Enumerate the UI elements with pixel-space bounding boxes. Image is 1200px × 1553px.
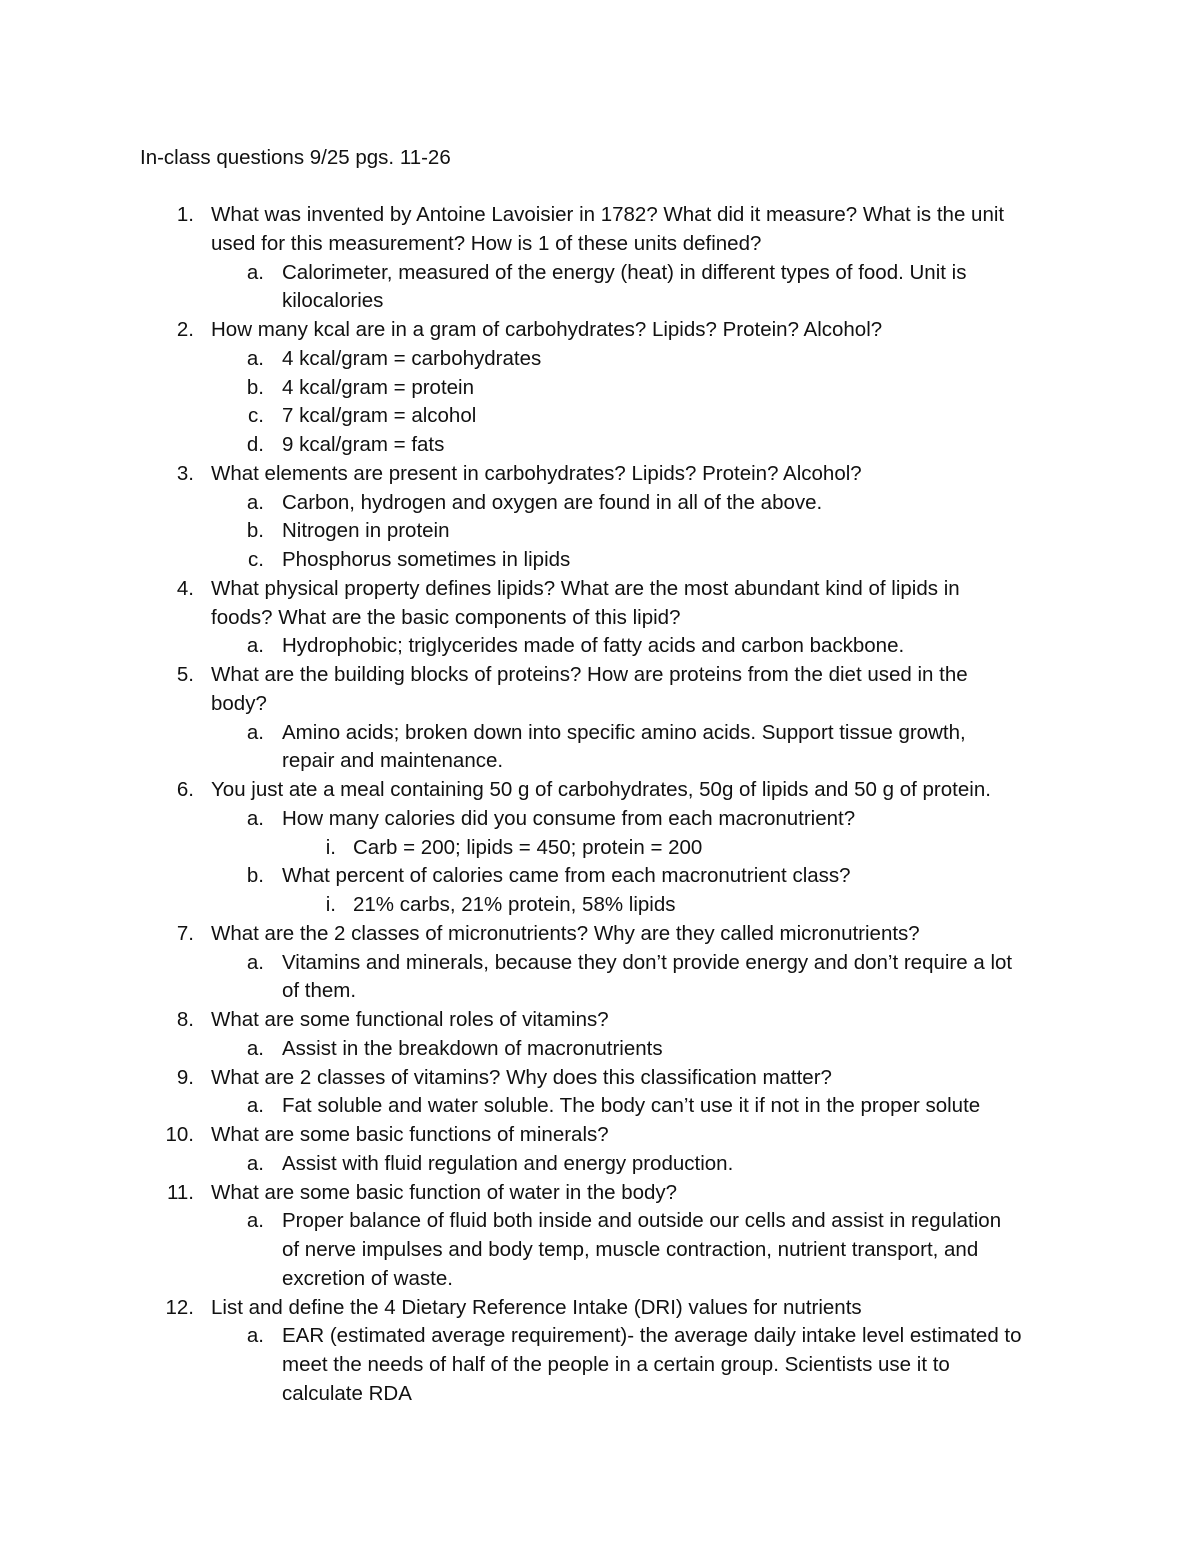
line-text: 4 kcal/gram = carbohydrates (282, 346, 542, 370)
answer-line (0, 259, 1200, 288)
answer-line (0, 1380, 1200, 1409)
list-marker: i. (325, 893, 336, 916)
list-marker: a. (246, 346, 264, 370)
question-line (0, 920, 1200, 949)
sub-answer-line (0, 834, 1200, 863)
list-marker: b. (246, 375, 264, 399)
answer-line (0, 805, 1200, 834)
question-line (0, 201, 1200, 230)
list-marker: a. (246, 1209, 264, 1233)
answer-line (0, 1351, 1200, 1380)
question-line (0, 1006, 1200, 1035)
line-text: Assist in the breakdown of macronutrients (282, 1036, 663, 1060)
question-line (0, 575, 1200, 604)
list-marker: c. (248, 548, 264, 571)
list-marker: a. (246, 720, 264, 744)
line-text: Hydrophobic; triglycerides made of fatty acids and carbon backbone. (282, 634, 905, 658)
answer-line (0, 546, 1200, 575)
list-marker: d. (246, 433, 264, 456)
line-text: What was invented by Antoine Lavoisier in 1782? What did it measure? What is the unit (211, 203, 1005, 226)
line-text: 9 kcal/gram = fats (282, 433, 445, 456)
answer-line (0, 1035, 1200, 1064)
line-text: EAR (estimated average requirement)- the average daily intake level estimated to (282, 1324, 1022, 1348)
line-text: Assist with fluid regulation and energy production. (282, 1151, 734, 1175)
question-line (0, 604, 1200, 633)
list-marker: a. (246, 1151, 264, 1175)
list-marker: b. (246, 519, 264, 543)
list-marker: i. (325, 835, 336, 859)
line-text: Phosphorus sometimes in lipids (282, 548, 571, 571)
answer-line (0, 431, 1200, 460)
answer-line (0, 747, 1200, 776)
list-marker: a. (246, 1094, 264, 1118)
answer-line (0, 402, 1200, 431)
answer-line (0, 374, 1200, 403)
list-marker: b. (246, 864, 264, 888)
list-marker: a. (246, 950, 264, 974)
line-text: What are some basic functions of minerals? (211, 1123, 609, 1146)
sub-answer-line (0, 891, 1200, 920)
line-text: 7 kcal/gram = alcohol (282, 404, 477, 428)
list-marker: 11. (167, 1180, 194, 1204)
line-text: foods? What are the basic components of this lipid? (211, 605, 681, 629)
page-title: In-class questions 9/25 pgs. 11-26 (140, 146, 451, 169)
line-text: 21% carbs, 21% protein, 58% lipids (353, 893, 676, 916)
question-line (0, 316, 1200, 345)
question-line (0, 690, 1200, 719)
line-text: Carbon, hydrogen and oxygen are found in all of the above. (282, 490, 823, 514)
question-line (0, 661, 1200, 690)
answer-line (0, 345, 1200, 374)
line-text: What are some basic function of water in the body? (211, 1180, 678, 1204)
list-marker: 10. (165, 1123, 194, 1146)
line-text: of them. (282, 979, 357, 1003)
line-text: Vitamins and minerals, because they don’t provide energy and don’t require a lot (282, 950, 1013, 974)
line-text: used for this measurement? How is 1 of these units defined? (211, 231, 762, 255)
list-marker: 7. (176, 921, 194, 945)
line-text: of nerve impulses and body temp, muscle contraction, nutrient transport, and (282, 1238, 979, 1261)
answer-line (0, 489, 1200, 518)
answer-line (0, 1236, 1200, 1265)
line-text: What are the 2 classes of micronutrients? Why are they called micronutrients? (211, 921, 920, 945)
line-text: How many calories did you consume from each macronutrient? (282, 806, 856, 830)
line-text: List and define the 4 Dietary Reference Intake (DRI) values for nutrients (211, 1295, 862, 1319)
answer-line (0, 719, 1200, 748)
list-marker: 2. (176, 318, 194, 341)
line-text: Proper balance of fluid both inside and outside our cells and assist in regulation (282, 1209, 1002, 1233)
line-text: Calorimeter, measured of the energy (heat) in different types of food. Unit is (282, 260, 967, 284)
list-marker: a. (246, 260, 264, 284)
list-marker: 3. (176, 461, 194, 485)
question-line (0, 1121, 1200, 1150)
list-marker: a. (246, 1036, 264, 1060)
line-text: Carb = 200; lipids = 450; protein = 200 (353, 835, 703, 859)
answer-line (0, 632, 1200, 661)
answer-line (0, 977, 1200, 1006)
answer-line (0, 1265, 1200, 1294)
line-text: excretion of waste. (282, 1266, 453, 1290)
line-text: meet the needs of half of the people in a certain group. Scientists use it to (282, 1353, 950, 1376)
answer-line (0, 1322, 1200, 1351)
line-text: repair and maintenance. (282, 749, 504, 773)
question-line (0, 1294, 1200, 1323)
list-marker: a. (246, 1324, 264, 1348)
list-marker: 6. (176, 778, 194, 801)
question-line (0, 460, 1200, 489)
list-marker: c. (248, 404, 264, 428)
list-marker: 5. (176, 663, 194, 686)
line-text: What are 2 classes of vitamins? Why does this classification matter? (211, 1065, 832, 1089)
question-list (0, 201, 1200, 1409)
list-marker: a. (246, 634, 264, 658)
line-text: You just ate a meal containing 50 g of carbohydrates, 50g of lipids and 50 g of protein. (211, 778, 991, 801)
line-text: How many kcal are in a gram of carbohydrates? Lipids? Protein? Alcohol? (211, 318, 883, 341)
answer-line (0, 1150, 1200, 1179)
line-text: What elements are present in carbohydrates? Lipids? Protein? Alcohol? (211, 461, 862, 485)
question-line (0, 1064, 1200, 1093)
line-text: Nitrogen in protein (282, 519, 450, 543)
list-marker: 9. (176, 1065, 194, 1089)
list-marker: 8. (176, 1008, 194, 1031)
list-marker: a. (246, 806, 264, 830)
question-line (0, 230, 1200, 259)
line-text: What physical property defines lipids? What are the most abundant kind of lipids in (211, 576, 960, 600)
line-text: calculate RDA (282, 1381, 412, 1405)
line-text: Amino acids; broken down into specific amino acids. Support tissue growth, (282, 720, 966, 744)
question-line (0, 1179, 1200, 1208)
list-marker: 1. (176, 203, 194, 226)
line-text: 4 kcal/gram = protein (282, 375, 474, 399)
line-text: body? (211, 691, 267, 715)
answer-line (0, 517, 1200, 546)
line-text: What are some functional roles of vitamins? (211, 1008, 609, 1031)
answer-line (0, 1092, 1200, 1121)
question-line (0, 776, 1200, 805)
list-marker: 4. (176, 576, 194, 600)
answer-line (0, 862, 1200, 891)
line-text: Fat soluble and water soluble. The body can’t use it if not in the proper solute (282, 1094, 981, 1118)
line-text: What are the building blocks of proteins? How are proteins from the diet used in the (211, 663, 968, 686)
answer-line (0, 287, 1200, 316)
line-text: What percent of calories came from each macronutrient class? (282, 864, 851, 888)
answer-line (0, 1207, 1200, 1236)
list-marker: a. (246, 490, 264, 514)
list-marker: 12. (165, 1295, 194, 1319)
line-text: kilocalories (282, 289, 384, 313)
answer-line (0, 949, 1200, 978)
